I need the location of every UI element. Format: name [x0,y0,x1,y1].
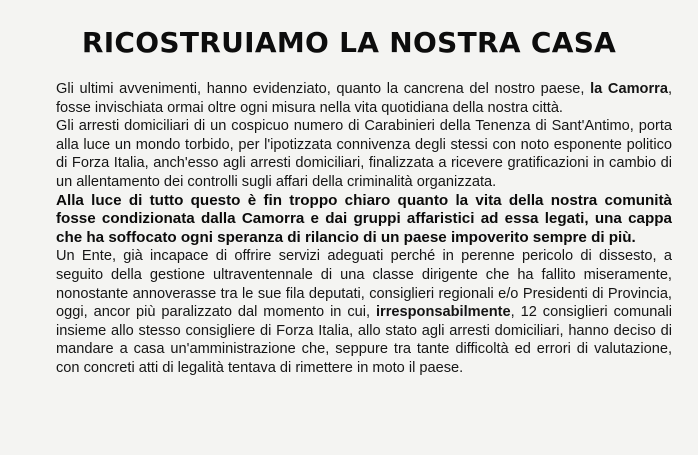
paragraph-1-text-end: , fosse invischiata ormai oltre ogni misura nella vita quotidiana della nostra città. [56,81,672,116]
paragraph-4-text-start: Un Ente, già incapace di offrire servizi adeguati perché in perenne pericolo di dissesto, a seguito della gestione ultraventennale di una classe dirigente che ha fallito miseramente, nonostante annoverasse tra le sue fila deputati, consiglieri regionali e/o Presidenti di Provincia, oggi, ancor più paralizzato dal momento in cui, [56,248,672,321]
paragraph-1-text-start: Gli ultimi avvenimenti, hanno evidenziato, quanto la cancrena del nostro paese, [56,81,591,97]
paragraph-4-emphasis: irresponsabilmente [376,304,511,321]
paragraph-conclusion-bold: Alla luce di tutto questo è fin troppo chiaro quanto la vita della nostra comunità fosse condizionata dalla Camorra e dai gruppi affaristici ad essa legati, una cappa che ha soffocato ogni speranza di rilancio di un paese impoverito sempre di più. [56,191,672,246]
paragraph-1-emphasis: la Camorra [590,81,668,97]
paragraph-administration [56,247,672,377]
document-title: RICOSTRUIAMO LA NOSTRA CASA [81,26,617,59]
paragraph-camorra-intro [56,80,672,117]
paragraph-arrests: Gli arresti domiciliari di un cospicuo numero di Carabinieri della Tenenza di Sant'Antimo, porta alla luce un mondo torbido, per l'ipotizzata connivenza degli stessi con noto esponente politico di Forza Italia, anch'esso agli arresti domiciliari, finalizzata a ricevere gratificazioni in cambio di un allentamento dei controlli sugli affari della criminalità organizzata. [56,118,672,190]
paragraph-4-text-end: , 12 consiglieri comunali insieme allo stesso consigliere di Forza Italia, allo stato agli arresti domiciliari, hanno deciso di mandare a casa un'amministrazione che, seppure tra tante difficoltà ed errori di valutazione, con concreti atti di legalità tentava di rimettere in moto il paese. [56,304,672,376]
document-body [56,80,672,378]
